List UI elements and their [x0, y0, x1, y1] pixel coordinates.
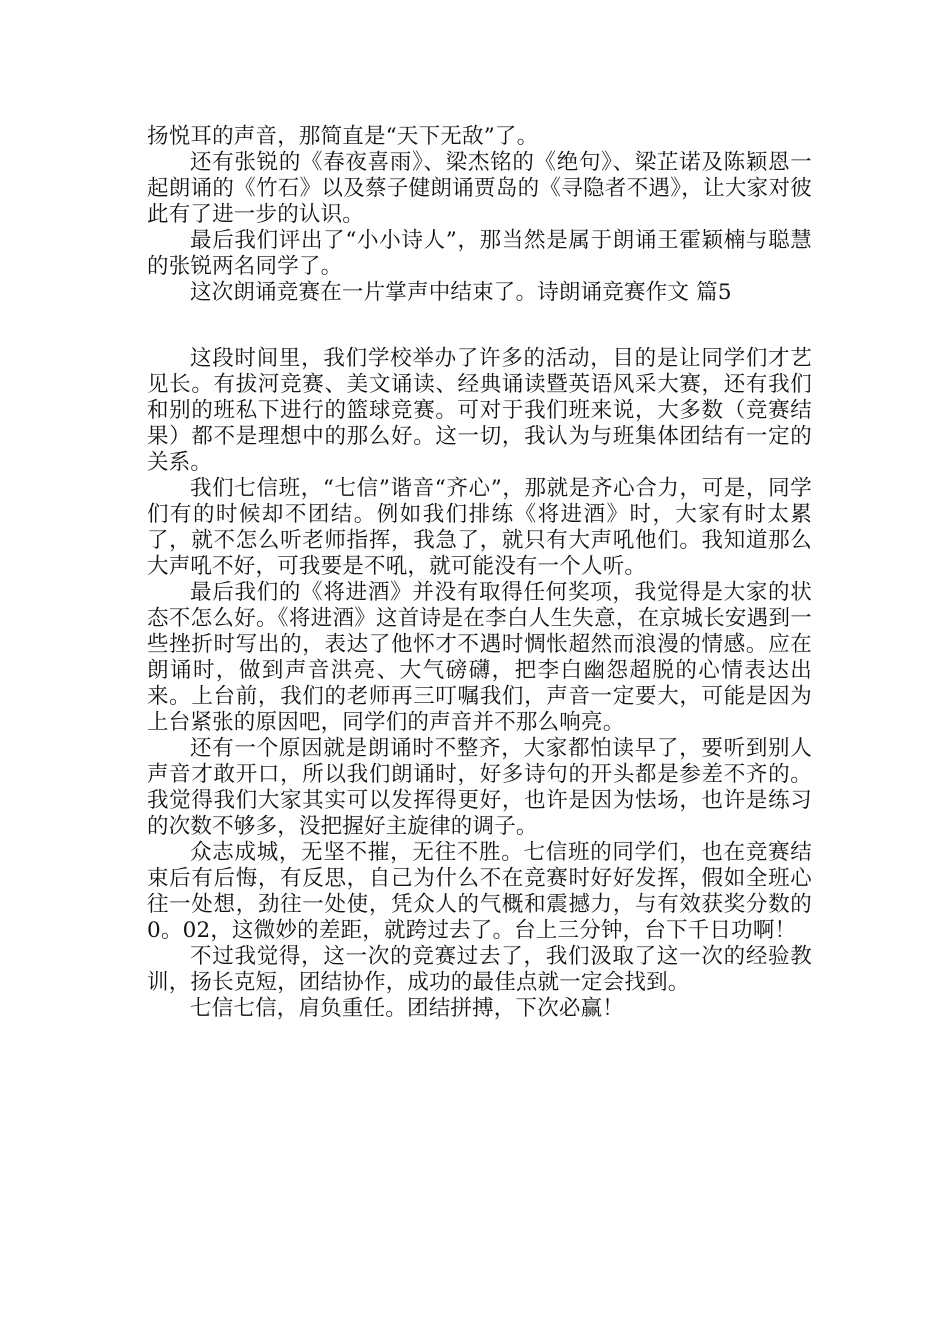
text-block-essay-5	[147, 346, 812, 1022]
paragraph-continuation: 扬悦耳的声音，那简直是“天下无敌”了。	[147, 124, 539, 149]
paragraph: 不过我觉得，这一次的竞赛过去了，我们汲取了这一次的经验教训，扬长克短，团结协作，成功的最佳点就一定会找到。	[147, 944, 812, 995]
paragraph: 众志成城，无坚不摧，无往不胜。七信班的同学们，也在竞赛结束后有后悔，有反思，自己为什么不在竞赛时好好发挥，假如全班心往一处想，劲往一处使，凭众人的气概和震撼力，与有效获奖分数的0。02，这微妙的差距，就跨过去了。台上三分钟，台下千日功啊！	[147, 840, 812, 943]
paragraph: 还有张锐的《春夜喜雨》、梁杰铭的《绝句》、梁芷诺及陈颖恩一起朗诵的《竹石》以及蔡子健朗诵贾岛的《寻隐者不遇》，让大家对彼此有了进一步的认识。	[147, 150, 812, 227]
paragraph: 还有一个原因就是朗诵时不整齐，大家都怕读早了，要听到别人声音才敢开口，所以我们朗诵时，好多诗句的开头都是参差不齐的。我觉得我们大家其实可以发挥得更好，也许是因为怯场，也许是练习的次数不够多，没把握好主旋律的调子。	[147, 736, 812, 839]
paragraph: 最后我们的《将进酒》并没有取得任何奖项，我觉得是大家的状态不怎么好。《将进酒》这首诗是在李白人生失意，在京城长安遇到一些挫折时写出的，表达了他怀才不遇时惆怅超然而浪漫的情感。应在朗诵时，做到声音洪亮、大气磅礴，把李白幽怨超脱的心情表达出来。上台前，我们的老师再三叮嘱我们，声音一定要大，可能是因为上台紧张的原因吧，同学们的声音并不那么响亮。	[147, 580, 812, 735]
paragraph: 最后我们评出了“小小诗人”，那当然是属于朗诵王霍颖楠与聪慧的张锐两名同学了。	[147, 228, 812, 279]
paragraph: 这段时间里，我们学校举办了许多的活动，目的是让同学们才艺见长。有拔河竞赛、美文诵读、经典诵读暨英语风采大赛，还有我们和别的班私下进行的篮球竞赛。可对于我们班来说，大多数（竞赛结果）都不是理想中的那么好。这一切，我认为与班集体团结有一定的关系。	[147, 346, 812, 475]
paragraph-closing: 七信七信，肩负重任。团结拼搏，下次必赢！	[190, 996, 625, 1021]
paragraph-with-section-heading: 这次朗诵竞赛在一片掌声中结束了。诗朗诵竞赛作文 篇5	[190, 280, 732, 305]
text-block-top	[147, 124, 812, 306]
paragraph: 我们七信班，“七信”谐音“齐心”，那就是齐心合力，可是，同学们有的时候却不团结。例如我们排练《将进酒》时，大家有时太累了，就不怎么听老师指挥，我急了，就只有大声吼他们。我知道那么大声吼不好，可我要是不吼，就可能没有一个人听。	[147, 476, 812, 579]
